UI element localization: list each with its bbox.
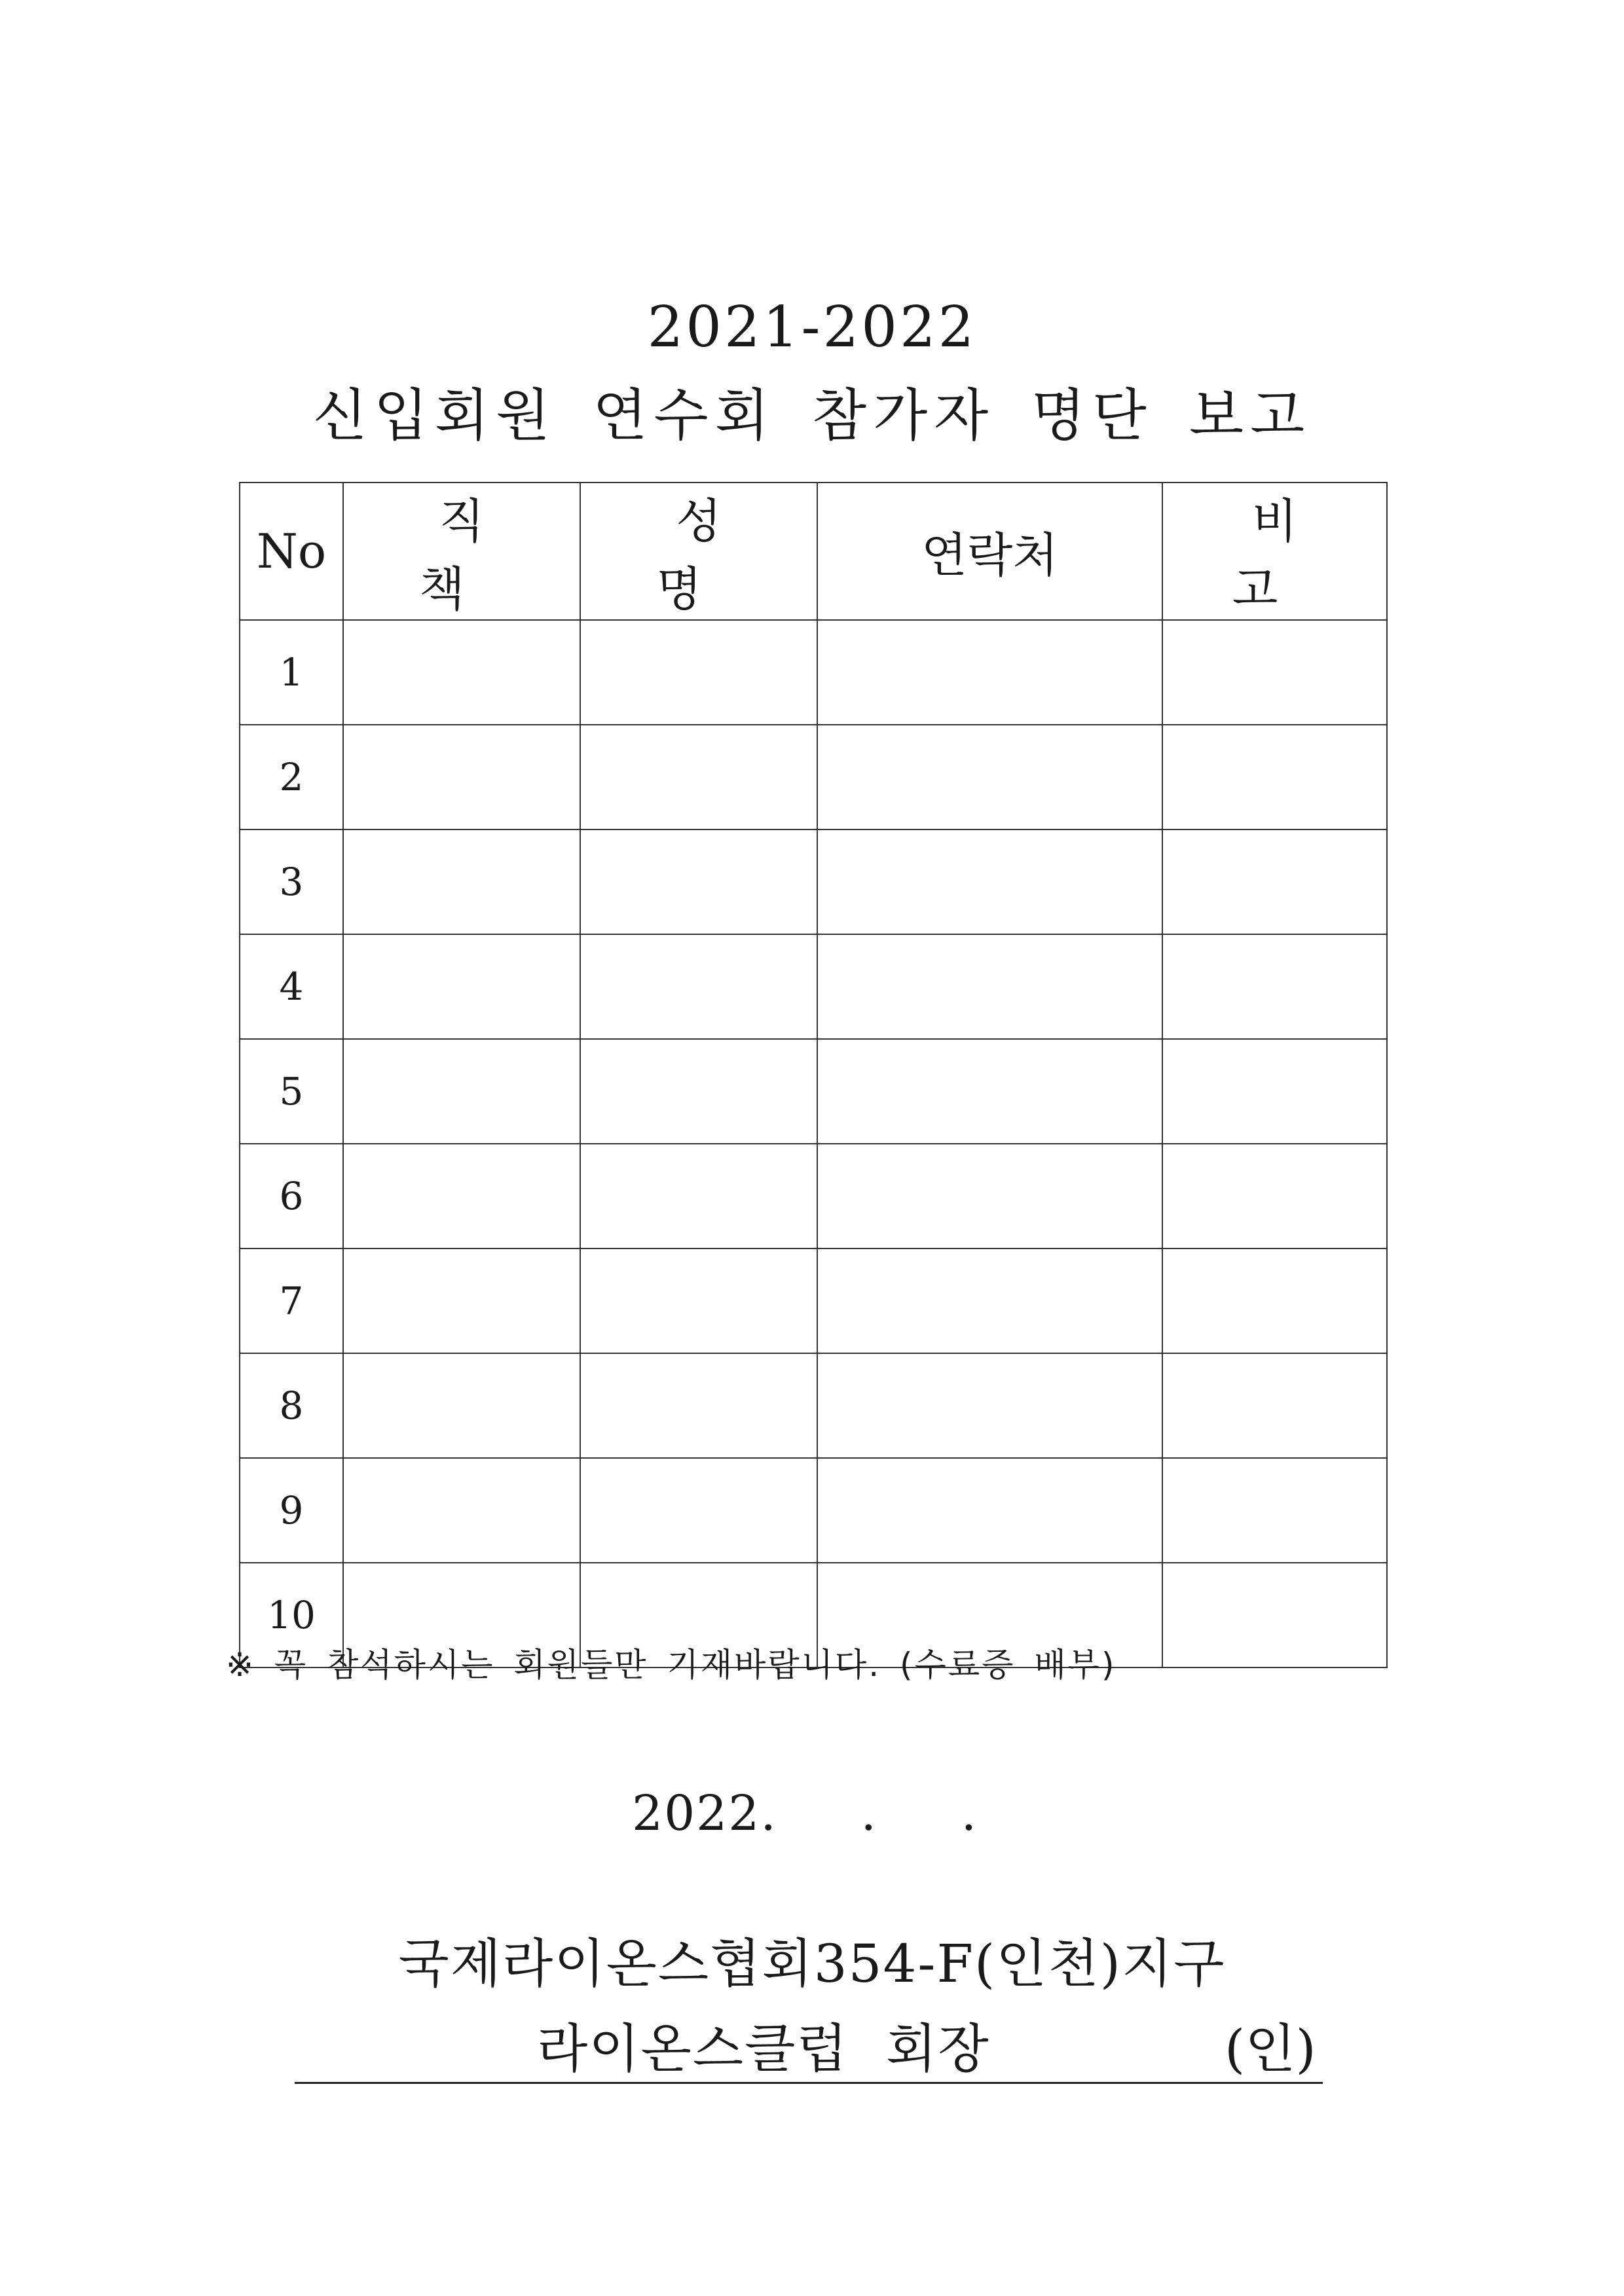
header-name: 성 명	[580, 483, 817, 620]
contact-cell[interactable]	[817, 1039, 1162, 1144]
table-header-row	[240, 483, 1387, 620]
report-year: 2021-2022	[647, 295, 977, 360]
table-row	[240, 725, 1387, 829]
row-number: 10	[240, 1563, 343, 1667]
row-number: 2	[240, 725, 343, 829]
contact-cell[interactable]	[817, 1248, 1162, 1353]
table-row	[240, 620, 1387, 725]
note-cell[interactable]	[1162, 620, 1387, 725]
row-number: 5	[240, 1039, 343, 1144]
position-cell[interactable]	[343, 1144, 580, 1248]
name-cell[interactable]	[580, 829, 817, 934]
header-contact: 연락처	[817, 483, 1162, 620]
note-cell[interactable]	[1162, 1353, 1387, 1458]
seal-mark[interactable]: (인)	[1225, 2018, 1316, 2079]
note-cell[interactable]	[1162, 1563, 1387, 1667]
position-cell[interactable]	[343, 1039, 580, 1144]
row-number: 8	[240, 1353, 343, 1458]
organization-name: 국제라이온스협회354-F(인천)지구	[398, 1933, 1226, 1994]
name-cell[interactable]	[580, 725, 817, 829]
note-cell[interactable]	[1162, 1248, 1387, 1353]
participant-table	[239, 482, 1388, 1668]
note-cell[interactable]	[1162, 1039, 1387, 1144]
row-number: 4	[240, 934, 343, 1039]
position-cell[interactable]	[343, 620, 580, 725]
row-number: 1	[240, 620, 343, 725]
table-row	[240, 1144, 1387, 1248]
name-cell[interactable]	[580, 1458, 817, 1563]
name-cell[interactable]	[580, 934, 817, 1039]
row-number: 6	[240, 1144, 343, 1248]
report-title: 신입회원 연수회 참가자 명단 보고	[312, 383, 1312, 448]
row-number: 7	[240, 1248, 343, 1353]
signature-title: 라이온스클럽 회장	[537, 2018, 990, 2079]
note-cell[interactable]	[1162, 1144, 1387, 1248]
row-number: 3	[240, 829, 343, 934]
contact-cell[interactable]	[817, 725, 1162, 829]
position-cell[interactable]	[343, 725, 580, 829]
position-cell[interactable]	[343, 1458, 580, 1563]
contact-cell[interactable]	[817, 829, 1162, 934]
table-row	[240, 1039, 1387, 1144]
name-cell[interactable]	[580, 1039, 817, 1144]
report-date[interactable]: 2022. . .	[632, 1785, 978, 1842]
contact-cell[interactable]	[817, 1353, 1162, 1458]
contact-cell[interactable]	[817, 1458, 1162, 1563]
note-cell[interactable]	[1162, 829, 1387, 934]
position-cell[interactable]	[343, 1353, 580, 1458]
header-no: No	[240, 483, 343, 620]
table-row	[240, 829, 1387, 934]
table-row	[240, 1353, 1387, 1458]
table-row	[240, 934, 1387, 1039]
note-cell[interactable]	[1162, 934, 1387, 1039]
table-row	[240, 1458, 1387, 1563]
name-cell[interactable]	[580, 1353, 817, 1458]
attendance-notice: ※ 꼭 참석하시는 회원들만 기재바랍니다. (수료증 배부)	[226, 1646, 1116, 1684]
table-row	[240, 1248, 1387, 1353]
header-note: 비 고	[1162, 483, 1387, 620]
name-cell[interactable]	[580, 1248, 817, 1353]
note-cell[interactable]	[1162, 725, 1387, 829]
name-cell[interactable]	[580, 620, 817, 725]
row-number: 9	[240, 1458, 343, 1563]
position-cell[interactable]	[343, 1248, 580, 1353]
contact-cell[interactable]	[817, 1144, 1162, 1248]
name-cell[interactable]	[580, 1144, 817, 1248]
contact-cell[interactable]	[817, 934, 1162, 1039]
position-cell[interactable]	[343, 934, 580, 1039]
note-cell[interactable]	[1162, 1458, 1387, 1563]
contact-cell[interactable]	[817, 620, 1162, 725]
position-cell[interactable]	[343, 829, 580, 934]
header-position: 직 책	[343, 483, 580, 620]
